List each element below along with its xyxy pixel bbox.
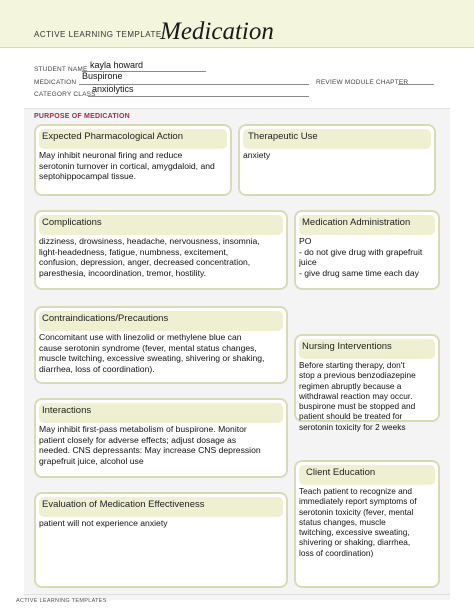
body-line: dizziness, drowsiness, headache, nervousness, insomnia,: [39, 236, 260, 246]
card-body[interactable]: [39, 518, 283, 529]
template-label: ACTIVE LEARNING TEMPLATE:: [34, 30, 165, 39]
card-title: Interactions: [42, 405, 92, 416]
body-line: cause serotonin syndrome (fever, mental status changes,: [39, 342, 257, 353]
body-line: patient closely for adverse effects; adjust dosage as: [39, 434, 237, 445]
body-line: May inhibit first-pass metabolism of buspirone. Monitor: [39, 424, 247, 434]
body-line: buspirone must be stopped and: [299, 401, 416, 412]
medication-label: MEDICATION: [34, 79, 77, 86]
card-title: Evaluation of Medication Effectiveness: [42, 499, 205, 510]
body-line: status changes, muscle: [299, 516, 386, 527]
nursing-interventions-card: [294, 334, 440, 432]
body-line: Teach patient to recognize and: [299, 486, 413, 496]
body-line: loss of coordination): [299, 547, 374, 558]
card-body[interactable]: [39, 236, 283, 278]
footer-rule: [24, 594, 450, 595]
contraindications-card: [34, 306, 288, 384]
purpose-section-label: PURPOSE OF MEDICATION: [34, 113, 130, 120]
body-line: patient will not experience anxiety: [39, 518, 168, 528]
body-line: PO: [299, 236, 312, 246]
body-line: withdrawal reaction may occur.: [299, 390, 413, 401]
student-name-label: STUDENT NAME: [34, 66, 88, 73]
card-title: Medication Administration: [302, 217, 411, 228]
body-line: twitching, excessive sweating,: [299, 527, 410, 538]
card-title: Client Education: [306, 467, 376, 478]
evaluation-card: [34, 492, 288, 588]
body-line: serotonin toxicity (fever, mental: [299, 506, 414, 517]
body-line: needed. CNS depressants: May increase CNS depression: [39, 445, 261, 456]
card-body[interactable]: [39, 424, 283, 466]
body-line: Concomitant use with linezolid or methylene blue can: [39, 332, 242, 342]
body-line: serotonin toxicity for 2 weeks: [299, 421, 406, 432]
body-line: patient should be treated for: [299, 411, 403, 422]
expected-action-card: [34, 124, 232, 196]
card-body[interactable]: [39, 150, 227, 182]
category-class-value[interactable]: anxiolytics: [92, 84, 134, 94]
review-module-label: REVIEW MODULE CHAPTER: [316, 79, 409, 86]
medication-value[interactable]: Buspirone: [82, 71, 123, 81]
student-name-value[interactable]: kayla howard: [90, 60, 144, 70]
body-line: juice: [299, 257, 317, 268]
page-title: Medication: [160, 18, 274, 45]
card-body[interactable]: [299, 236, 435, 278]
body-line: - give drug same time each day: [299, 267, 419, 278]
body-line: stop a previous benzodiazepine: [299, 370, 416, 381]
body-line: diarrhea, loss of coordination).: [39, 363, 155, 374]
therapeutic-use-card: [238, 124, 436, 196]
body-line: septohippocampal tissue.: [39, 171, 136, 182]
body-line: regimen abruptly because a: [299, 380, 402, 391]
category-class-label: CATEGORY CLASS: [34, 91, 96, 98]
card-title: Complications: [42, 217, 102, 228]
body-line: confusion, depression, anger, decreased concentration,: [39, 257, 251, 268]
body-line: anxiety: [243, 150, 271, 160]
complications-card: [34, 210, 288, 290]
card-title: Contraindications/Precautions: [42, 313, 169, 324]
body-line: grapefruit juice, alcohol use: [39, 455, 144, 466]
body-line: Before starting therapy, don't: [299, 360, 405, 370]
card-body[interactable]: [299, 360, 435, 432]
category-class-line: [88, 96, 309, 97]
card-body[interactable]: [299, 486, 435, 558]
body-line: muscle twitching, excessive sweating, shivering or shaking,: [39, 353, 265, 364]
card-body[interactable]: [243, 150, 431, 161]
medication-administration-card: [294, 210, 440, 290]
card-body[interactable]: [39, 332, 283, 374]
body-line: paresthesia, incoordination, tremor, hostility.: [39, 267, 207, 278]
client-education-card: [294, 460, 440, 588]
card-title: Therapeutic Use: [248, 131, 318, 142]
template-header: [0, 0, 474, 48]
card-title: Nursing Interventions: [302, 341, 392, 352]
body-line: light-headedness, fatigue, numbness, excitement,: [39, 246, 229, 257]
footer-label: ACTIVE LEARNING TEMPLATES: [16, 598, 107, 604]
body-line: shivering or shaking, diarrhea,: [299, 537, 411, 548]
body-line: immediately report symptoms of: [299, 496, 417, 507]
body-line: May inhibit neuronal firing and reduce: [39, 150, 183, 160]
review-module-line[interactable]: [398, 84, 434, 85]
body-line: serotonin turnover in cortical, amygdaloid, and: [39, 160, 215, 171]
card-title: Expected Pharmacological Action: [42, 131, 183, 142]
interactions-card: [34, 398, 288, 478]
body-line: - do not give drug with grapefruit: [299, 246, 423, 257]
